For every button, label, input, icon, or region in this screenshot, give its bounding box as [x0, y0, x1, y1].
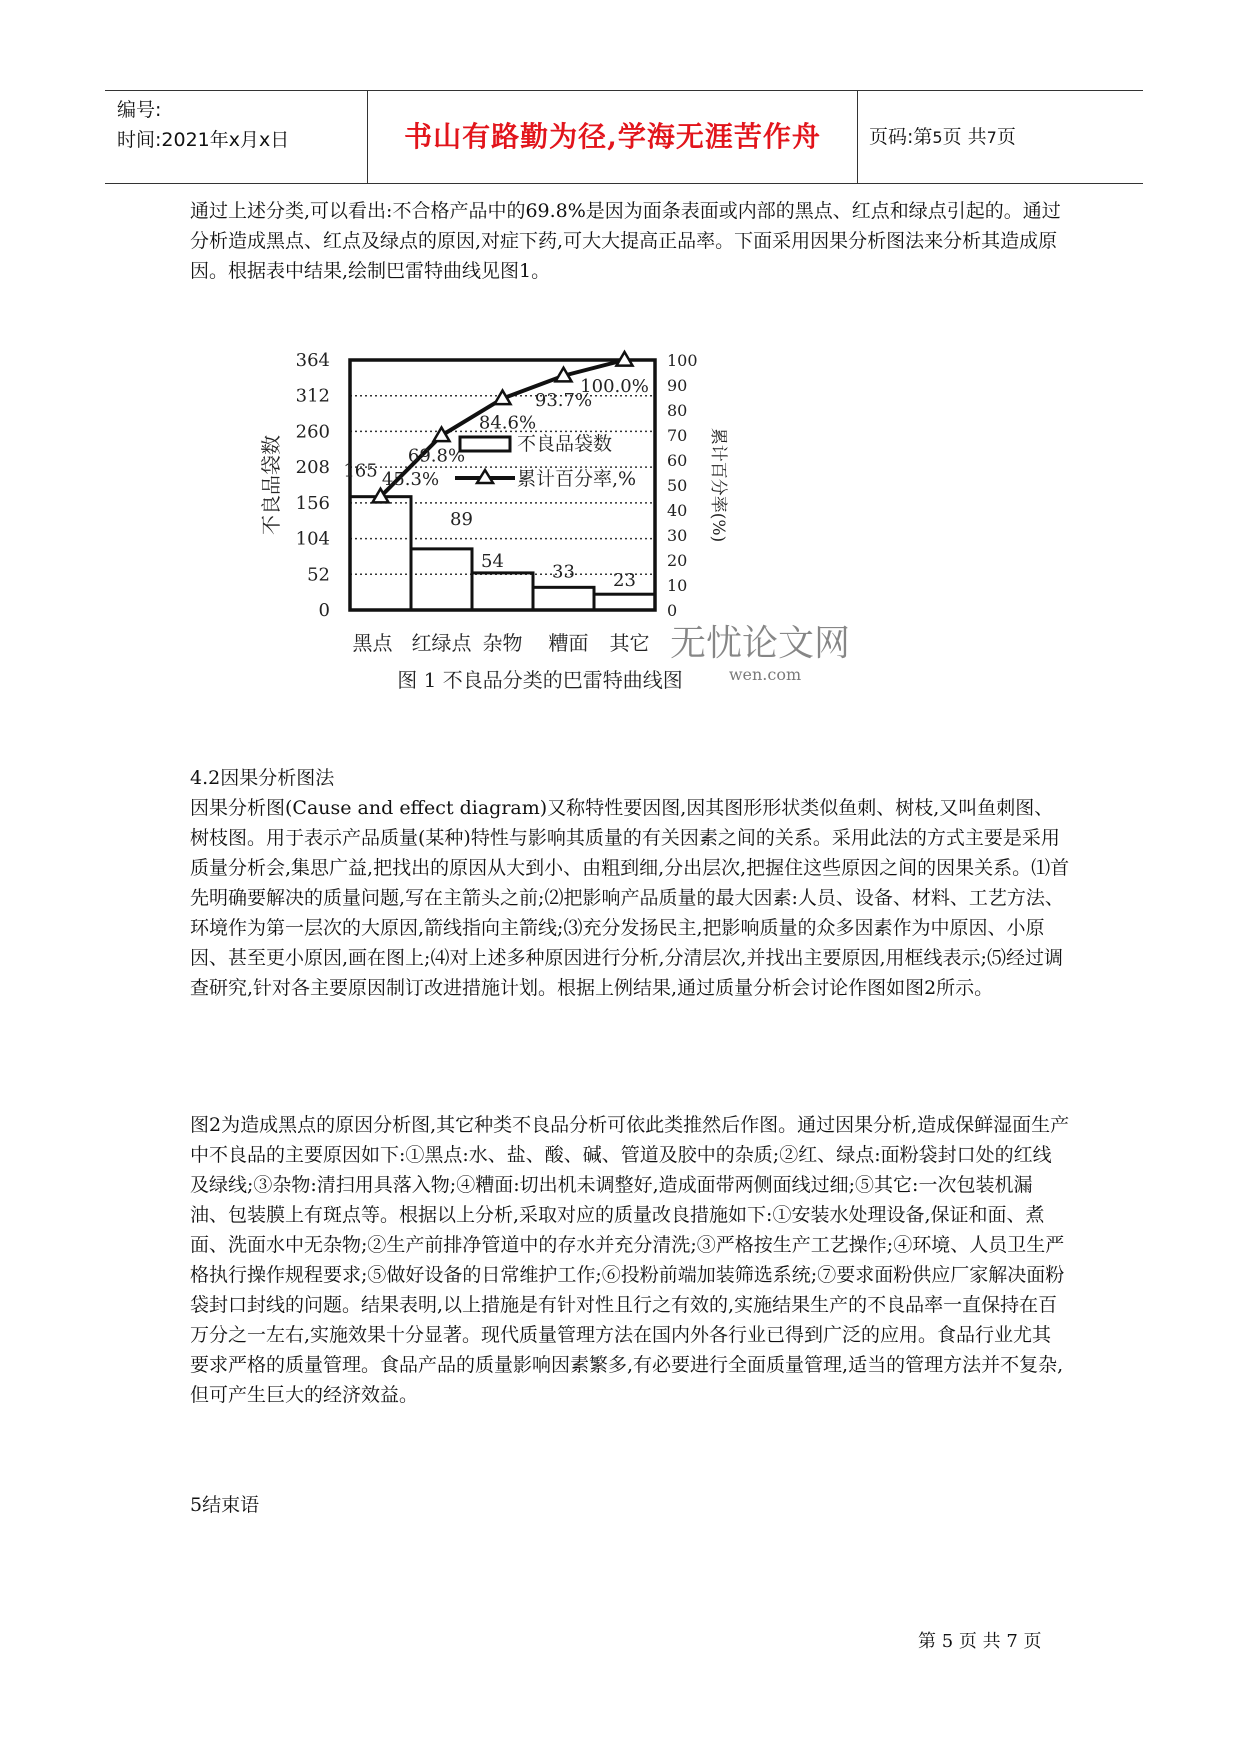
y-tick-label: 156 — [295, 492, 330, 514]
y2-tick-label: 10 — [667, 576, 688, 595]
page-suffix: 页 — [996, 126, 1016, 148]
page-mid: 页 共 — [942, 126, 987, 148]
document-number-label: 编号: — [117, 99, 162, 121]
fig2-paragraph: 图2为造成黑点的原因分析图,其它种类不良品分析可依此类推然后作图。通过因果分析,造成保鲜湿面生产中不良品的主要原因如下:①黑点:水、盐、酸、碱、管道及胶中的杂质;②红、绿点:面粉袋封口处的红线及绿线;③杂物:清扫用具落入物;④糟面:切出机未调整好,造成面带两侧面线过细;⑤其它:一次包装机漏油、包装膜上有斑点等。根据以上分析,采取对应的质量改良措施如下:①安装水处理设备,保证和面、煮面、洗面水中无杂物;②生产前排净管道中的存水并充分清洗;③严格按生产工艺操作;④环境、人员卫生严格执行操作规程要求;⑤做好设备的日常维护工作;⑥投粉前端加装筛选系统;⑦要求面粉供应厂家解决面粉袋封口封线的问题。结果表明,以上措施是有针对性且行之有效的,实施结果生产的不良品率一直保持在百万分之一左右,实施效果十分显著。现代质量管理方法在国内外各行业已得到广泛的应用。食品行业尤其要求严格的质量管理。食品产品的质量影响因素繁多,有必要进行全面质量管理,适当的管理方法并不复杂,但可产生巨大的经济效益。 — [190, 1114, 1070, 1406]
y-axis-title: 不良品袋数 — [259, 435, 283, 535]
x-category-label: 杂物 — [482, 631, 523, 655]
cumulative-value-label: 84.6% — [478, 412, 537, 434]
header-motto: 书山有路勤为径,学海无涯苦作舟 — [404, 120, 821, 153]
legend-line-label: 累计百分率,% — [517, 468, 637, 490]
cumulative-value-label: 45.3% — [381, 468, 440, 490]
cumulative-value-label: 93.7% — [534, 389, 593, 411]
page-footer: 第 5 页 共 7 页 — [918, 1631, 1042, 1652]
bar-value-label: 89 — [450, 508, 473, 530]
header-meta — [117, 95, 367, 155]
legend-bar-label: 不良品袋数 — [517, 433, 613, 455]
y2-tick-label: 30 — [667, 526, 688, 545]
page-current: 5 — [932, 128, 943, 147]
y2-tick-label: 40 — [667, 501, 688, 520]
watermark: 无忧论文网 — [669, 623, 851, 664]
y2-tick-label: 90 — [667, 376, 688, 395]
bar-1 — [411, 549, 472, 610]
header-divider — [857, 91, 858, 183]
cumulative-value-label: 69.8% — [407, 445, 466, 467]
page-header — [105, 90, 1143, 184]
y-tick-label: 52 — [307, 564, 330, 586]
y2-axis-title: 累计百分率(%) — [708, 427, 728, 543]
bar-value-label: 165 — [343, 460, 378, 482]
y-tick-label: 260 — [295, 421, 330, 443]
header-page-info — [869, 91, 1016, 183]
x-category-label: 糟面 — [548, 631, 589, 655]
bar-2 — [472, 573, 533, 610]
chart-title: 图 1 不良品分类的巴雷特曲线图 — [397, 668, 683, 692]
document-time-label: 时间:2021年x月x日 — [117, 129, 290, 151]
pareto-chart — [255, 340, 895, 740]
x-category-label: 黑点 — [352, 631, 393, 655]
y-tick-label: 0 — [318, 600, 330, 621]
watermark-url: wen.com — [728, 665, 802, 684]
section-4-2-title: 4.2因果分析图法 — [190, 767, 335, 789]
y-tick-label: 364 — [295, 350, 330, 371]
y2-tick-label: 0 — [667, 601, 678, 620]
y-tick-label: 208 — [295, 457, 330, 479]
bar-3 — [533, 587, 594, 610]
y-tick-label: 312 — [295, 385, 330, 407]
y2-tick-label: 50 — [667, 476, 688, 495]
page-total: 7 — [986, 128, 997, 147]
y2-tick-label: 20 — [667, 551, 688, 570]
legend-bar-swatch — [460, 437, 510, 451]
page-prefix: 页码:第 — [869, 126, 933, 148]
section-4-2-text: 因果分析图(Cause and effect diagram)又称特性要因图,因其图形形状类似鱼刺、树枝,又叫鱼刺图、树枝图。用于表示产品质量(某种)特性与影响其质量的有关因素之间的关系。采用此法的方式主要是采用质量分析会,集思广益,把找出的原因从大到小、由粗到细,分出层次,把握住这些原因之间的因果关系。⑴首先明确要解决的质量问题,写在主箭头之前;⑵把影响产品质量的最大因素:人员、设备、材料、工艺方法、环境作为第一层次的大原因,箭线指向主箭线;⑶充分发扬民主,把影响质量的众多因素作为中原因、小原因、甚至更小原因,画在图上;⑷对上述多种原因进行分析,分清层次,并找出主要原因,用框线表示;⑸经过调查研究,针对各主要原因制订改进措施计划。根据上例结果,通过质量分析会讨论作图如图2所示。 — [190, 797, 1070, 999]
y2-tick-label: 60 — [667, 451, 688, 470]
intro-paragraph: 通过上述分类,可以看出:不合格产品中的69.8%是因为面条表面或内部的黑点、红点和绿点引起的。通过分析造成黑点、红点及绿点的原因,对症下药,可大大提高正品率。下面采用因果分析图法来分析其造成原因。根据表中结果,绘制巴雷特曲线见图1。 — [190, 200, 1061, 282]
y2-tick-label: 80 — [667, 401, 688, 420]
bar-value-label: 23 — [613, 570, 636, 592]
y-tick-label: 104 — [295, 528, 330, 550]
bar-0 — [350, 497, 411, 610]
bar-value-label: 54 — [481, 550, 504, 572]
y2-tick-label: 100 — [667, 351, 698, 370]
section-5-title: 5结束语 — [190, 1494, 260, 1516]
bar-4 — [594, 594, 655, 610]
cumulative-value-label: 100.0% — [580, 376, 649, 397]
x-category-label: 其它 — [609, 631, 650, 655]
y2-tick-label: 70 — [667, 426, 688, 445]
bar-value-label: 33 — [552, 561, 575, 583]
x-category-label: 红绿点 — [411, 631, 472, 655]
